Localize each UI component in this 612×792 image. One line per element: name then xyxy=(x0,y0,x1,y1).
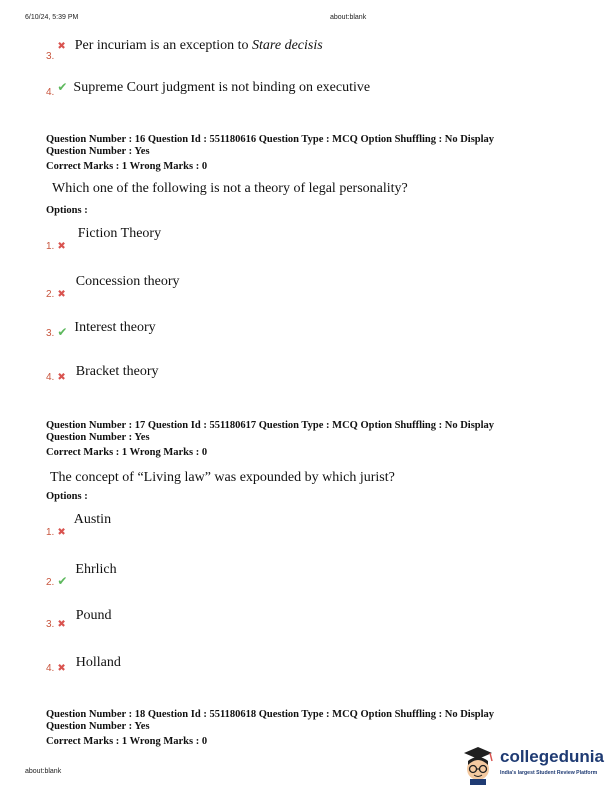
check-icon: ✔ xyxy=(57,574,68,588)
mascot-icon xyxy=(460,745,498,785)
q16-meta: Question Number : 16 Question Id : 551180616 Question Type : MCQ Option Shuffling : No Display Question Number : Yes Correct Marks : 1 Wrong Marks : 0 xyxy=(46,134,495,172)
q17-question-text: The concept of “Living law” was expounded by which jurist? xyxy=(50,470,395,485)
wrong-icon: ✖ xyxy=(57,663,66,674)
q17-meta: Question Number : 17 Question Id : 551180617 Question Type : MCQ Option Shuffling : No Display Question Number : Yes Correct Marks : 1 Wrong Marks : 0 xyxy=(46,420,495,458)
option-number: 3. xyxy=(46,328,55,339)
option-number: 3. xyxy=(46,51,55,62)
q16-option-3 xyxy=(46,318,156,339)
option-text: Concession theory xyxy=(75,274,180,289)
wrong-icon: ✖ xyxy=(57,619,66,630)
option-text: Austin xyxy=(73,512,112,527)
q17-option-3 xyxy=(46,606,112,630)
option-text: Fiction Theory xyxy=(77,226,162,241)
wrong-icon: ✖ xyxy=(57,289,66,300)
wrong-icon: ✖ xyxy=(57,372,66,383)
prev-option-4 xyxy=(46,78,370,96)
logo-tagline: India's largest Student Review Platform xyxy=(500,770,598,776)
q17-option-1 xyxy=(46,510,112,538)
q16-option-2 xyxy=(46,272,180,300)
option-text: Interest theory xyxy=(74,320,156,335)
q16-option-4 xyxy=(46,362,159,383)
option-number: 4. xyxy=(46,372,55,383)
print-datetime: 6/10/24, 5:39 PM xyxy=(25,14,79,21)
print-footer-url: about:blank xyxy=(25,768,62,775)
option-text: Per incuriam is an exception to Stare decisis xyxy=(74,38,323,53)
q16-option-1 xyxy=(46,224,162,252)
option-number: 4. xyxy=(46,87,55,98)
option-number: 1. xyxy=(46,527,55,538)
q17-options-label: Options : xyxy=(46,491,88,502)
option-number: 1. xyxy=(46,241,55,252)
option-text: Bracket theory xyxy=(75,364,159,379)
print-page-title: about:blank xyxy=(330,14,367,21)
collegedunia-logo xyxy=(460,745,610,785)
wrong-icon: ✖ xyxy=(57,41,66,52)
check-icon: ✔ xyxy=(57,325,68,339)
q16-question-text: Which one of the following is not a theory of legal personality? xyxy=(52,181,408,196)
option-text: Pound xyxy=(75,608,112,623)
option-number: 2. xyxy=(46,289,55,300)
q17-option-2 xyxy=(46,560,117,588)
option-number: 3. xyxy=(46,619,55,630)
wrong-icon: ✖ xyxy=(57,241,66,252)
option-text: Ehrlich xyxy=(75,562,117,577)
q18-meta: Question Number : 18 Question Id : 551180618 Question Type : MCQ Option Shuffling : No Display Question Number : Yes Correct Marks : 1 Wrong Marks : 0 xyxy=(46,709,495,747)
q17-option-4 xyxy=(46,653,121,674)
option-number: 2. xyxy=(46,577,55,588)
wrong-icon: ✖ xyxy=(57,527,66,538)
prev-option-3 xyxy=(46,36,323,62)
q16-options-label: Options : xyxy=(46,205,88,216)
option-text: Supreme Court judgment is not binding on executive xyxy=(73,80,371,95)
check-icon: ✔ xyxy=(57,80,68,94)
logo-name: collegedunia xyxy=(500,747,604,766)
option-number: 4. xyxy=(46,663,55,674)
option-text: Holland xyxy=(75,655,121,670)
